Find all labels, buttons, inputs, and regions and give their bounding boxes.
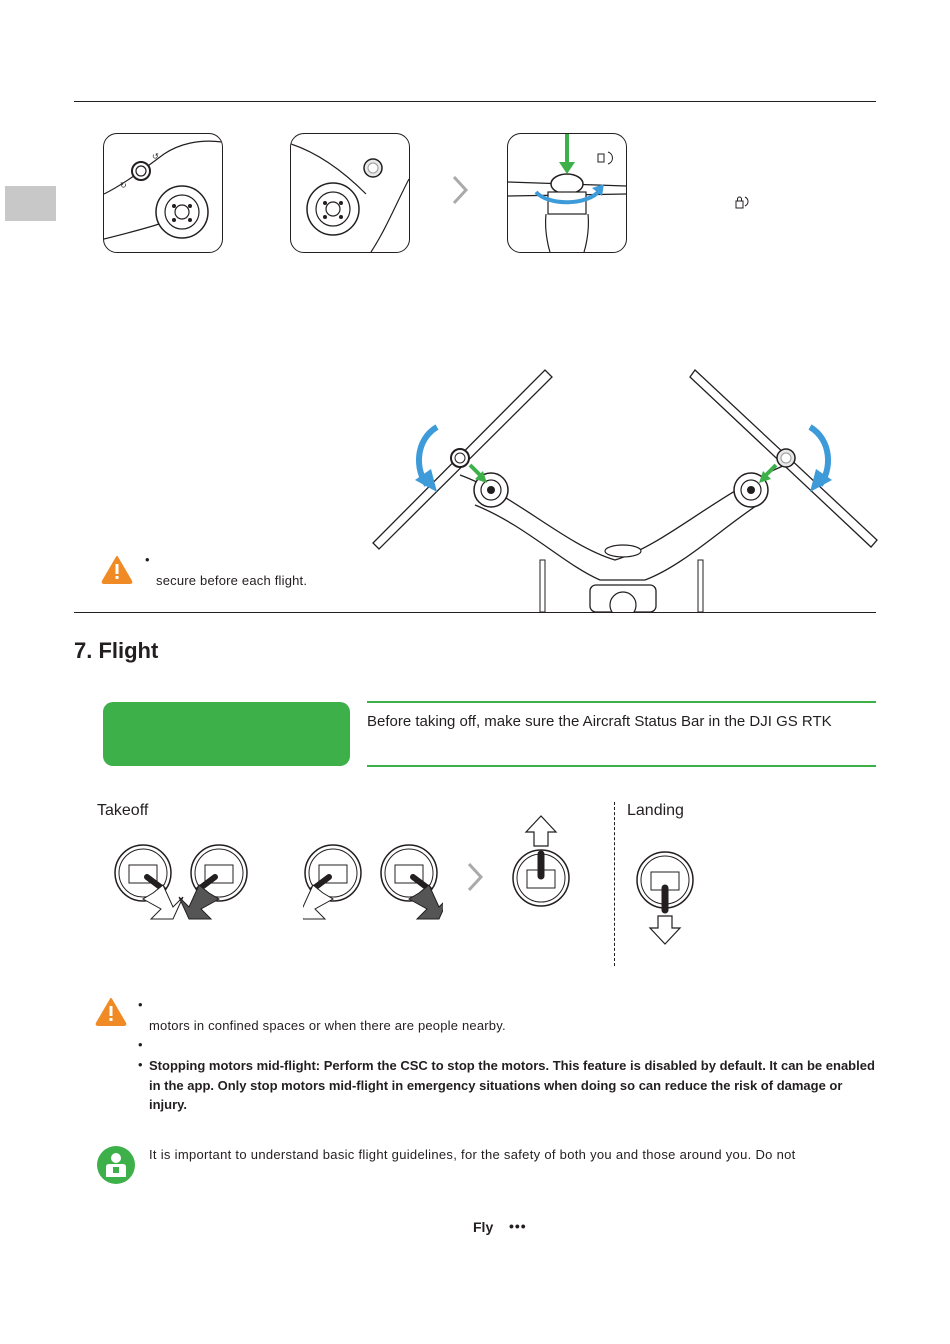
intro-text: Before taking off, make sure the Aircraft Status Bar in the DJI GS RTK <box>367 713 832 730</box>
note-text: It is important to understand basic flight guidelines, for the safety of both you and those around you. Do not <box>149 1147 796 1162</box>
warning-icon <box>101 555 133 589</box>
propeller-mount-figure-3 <box>507 133 627 253</box>
warning-bullet: • <box>138 1037 143 1052</box>
throttle-down-stick-figure <box>634 850 696 951</box>
warning-bullet: • <box>138 1057 143 1072</box>
chevron-right-icon <box>465 861 485 898</box>
takeoff-stick-figure-1 <box>113 843 253 928</box>
warning-bullet: • <box>138 997 143 1012</box>
propeller-mount-figure-1 <box>103 133 223 253</box>
warning-bullet: • <box>145 552 150 567</box>
warning-text-line2: motors in confined spaces or when there are people nearby. <box>149 1018 506 1033</box>
landing-label: Landing <box>627 802 684 819</box>
takeoff-stick-figure-2 <box>303 843 443 928</box>
warning-icon <box>95 997 127 1031</box>
stop-motors-warning: Stopping motors mid-flight: Perform the CSC to stop the motors. This feature is disabled by default. It can be enabled in the app. Only stop motors mid-flight in emergency situations when doing so can reduce the risk of damage or injury. <box>149 1058 875 1112</box>
section-rule <box>74 612 876 613</box>
lock-icon <box>734 194 750 215</box>
warning-text-line2: secure before each flight. <box>156 573 308 588</box>
intro-bottom-rule <box>367 765 876 767</box>
intro-top-rule <box>367 701 876 703</box>
intro-highlight-box <box>103 702 350 766</box>
aircraft-propeller-figure <box>365 365 880 612</box>
svg-text:↺: ↺ <box>152 152 159 161</box>
throttle-up-stick-figure <box>510 814 572 915</box>
top-rule <box>74 101 876 102</box>
footer-section-label: Fly <box>473 1219 494 1235</box>
side-tab <box>5 186 56 221</box>
footer-dots: ••• <box>509 1218 527 1234</box>
note-icon <box>96 1145 136 1190</box>
section-title: 7. Flight <box>74 638 159 663</box>
takeoff-label: Takeoff <box>97 802 149 819</box>
svg-text:↻: ↻ <box>120 181 127 190</box>
chevron-right-icon <box>450 174 470 211</box>
propeller-mount-figure-2 <box>290 133 410 253</box>
takeoff-landing-divider <box>614 802 615 966</box>
